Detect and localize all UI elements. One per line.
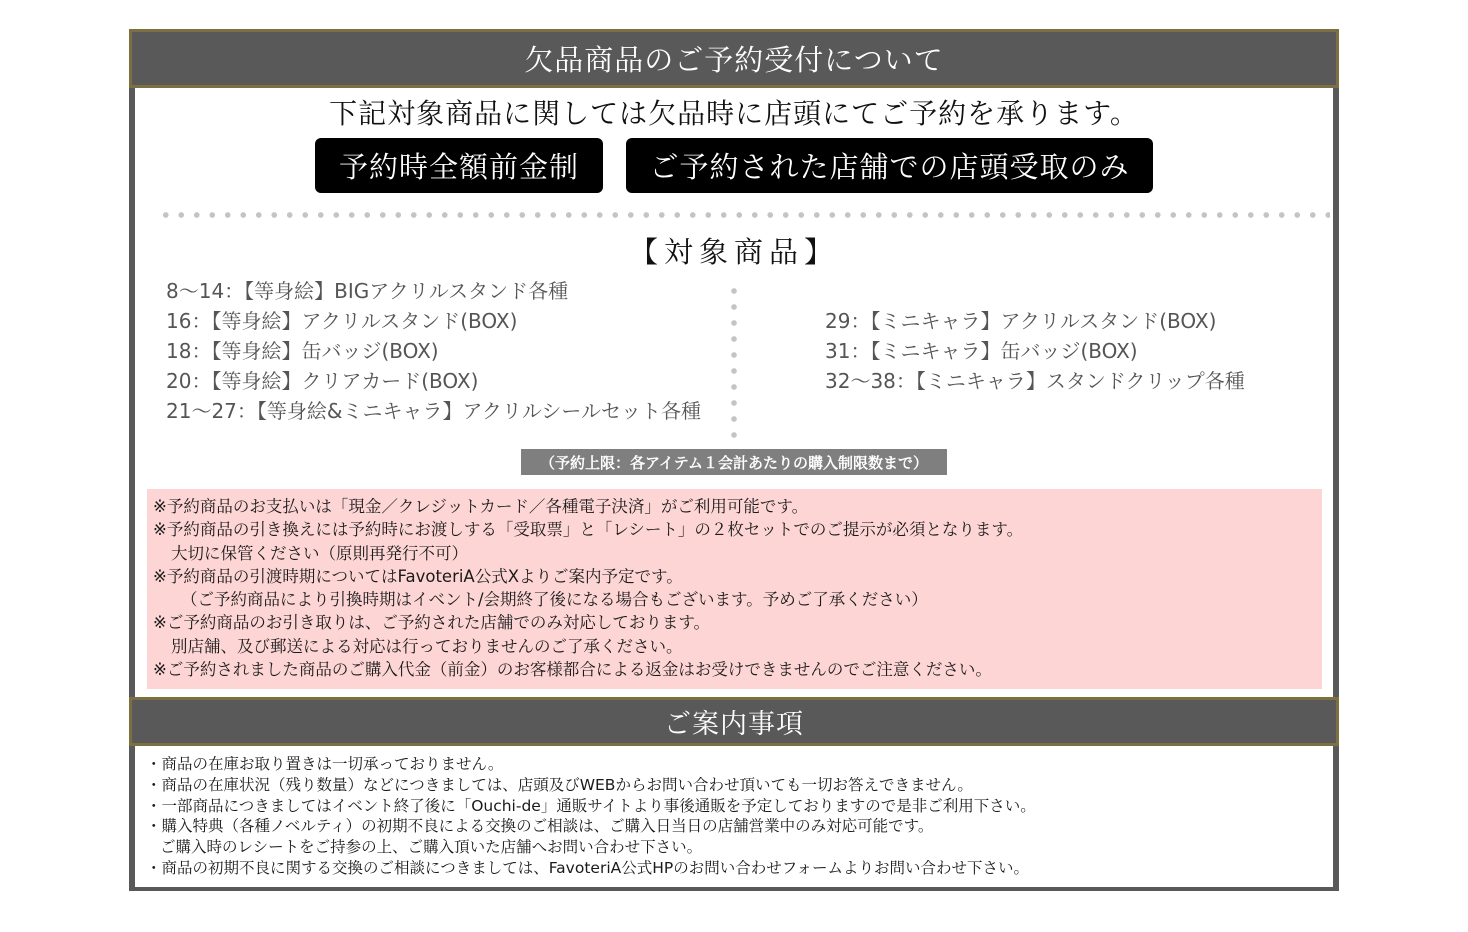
guide-header [129,697,1339,746]
list-item: 32〜38：【ミニキャラ】スタンドクリップ各種 [825,369,1245,393]
dotted-divider [158,211,1330,219]
list-item: ・購入特典（各種ノベルティ）の初期不良による交換のご相談は、ご購入日当日の店舗営業中のみ対応可能です。 [146,817,934,836]
note-line: ※予約商品のお支払いは「現金／クレジットカード／各種電子決済」がご利用可能です。 [153,497,809,516]
note-line: ※予約商品の引き換えには予約時にお渡しする「受取票」と「レシート」の２枚セットでのご提示が必須となります。 [153,520,1024,540]
target-list-left [166,276,701,426]
list-item: ・一部商品につきましてはイベント終了後に「Ouchi-de」通販サイトより事後通販を予定しておりますので是非ご利用下さい。 [146,796,1036,815]
reservation-title: 欠品商品のご予約受付について [524,43,944,77]
guide-list [146,754,1036,879]
reservation-header [129,29,1339,88]
list-item: 8〜14：【等身絵】BIGアクリルスタンド各種 [166,279,569,303]
note-line: 大切に保管ください（原則再発行不可） [171,543,468,563]
note-line: ※予約商品の引渡時期についてはFavoteriA公式Xよりご案内予定です。 [153,566,683,586]
list-item: ・商品の在庫状況（残り数量）などにつきましては、店頭及びWEBからお問い合わせ頂いても一切お答えできません。 [146,775,973,794]
list-item: 21〜27：【等身絵&ミニキャラ】アクリルシールセット各種 [166,399,701,423]
list-item: 29：【ミニキャラ】アクリルスタンド(BOX) [825,309,1217,333]
vertical-dotted-divider [730,283,738,438]
target-list-right [825,306,1245,396]
reservation-notes-box [147,489,1322,689]
note-line: （ご予約商品により引換時期はイベント/会期終了後になる場合もございます。予めご了承ください） [181,590,928,610]
intro-text: 下記対象商品に関しては欠品時に店頭にてご予約を承ります。 [329,97,1139,130]
list-item: ご購入時のレシートをご持参の上、ご購入頂いた店舗へお問い合わせ下さい。 [160,838,703,857]
guide-title: ご案内事項 [664,709,804,740]
note-line: 別店舗、及び郵送による対応は行っておりませんのご了承ください。 [171,636,683,656]
target-products-heading: 【対象商品】 [628,235,839,269]
prepayment-badge: 予約時全額前金制 [315,138,603,193]
list-item: 20：【等身絵】クリアカード(BOX) [166,369,479,393]
note-line: ※ご予約されました商品のご購入代金（前金）のお客様都合による返金はお受けできませんのでご注意ください。 [153,660,992,680]
list-item: 31：【ミニキャラ】缶バッジ(BOX) [825,339,1138,363]
note-line: ※ご予約商品のお引き取りは、ご予約された店舗でのみ対応しております。 [153,613,711,633]
list-item: 16：【等身絵】アクリルスタンド(BOX) [166,309,518,333]
store-pickup-badge: ご予約された店舗での店頭受取のみ [626,138,1153,193]
list-item: ・商品の初期不良に関する交換のご相談につきましては、FavoteriA公式HPのお問い合わせフォームよりお問い合わせ下さい。 [146,858,1029,877]
purchase-limit-note: （予約上限：各アイテム１会計あたりの購入制限数まで） [521,449,947,475]
list-item: 18：【等身絵】缶バッジ(BOX) [166,339,439,363]
list-item: ・商品の在庫お取り置きは一切承っておりません。 [146,755,504,773]
